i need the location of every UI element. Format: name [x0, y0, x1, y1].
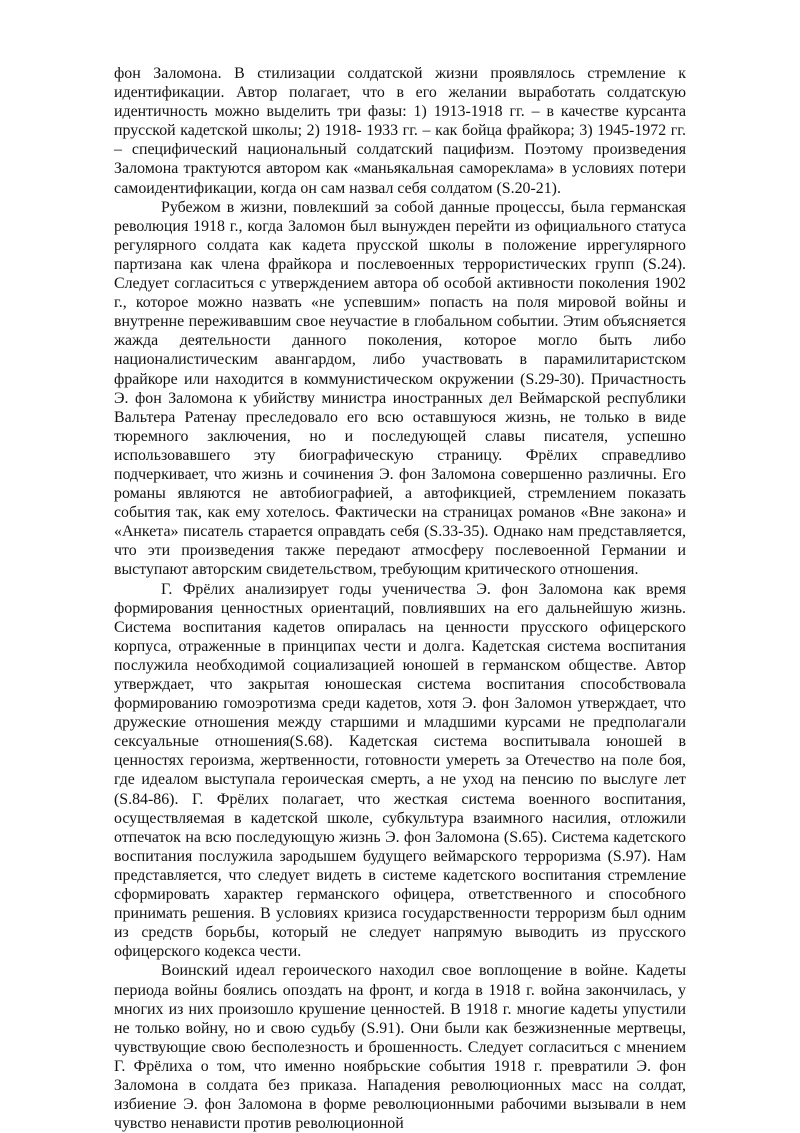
paragraph-3: Г. Фрёлих анализирует годы ученичества Э. фон Заломона как время формирования ценностных ориентаций, повлиявших на его дальнейшую жизнь. Система воспитания кадетов опиралась на ценности прусского офицерского корпуса, отраженные в принципах чести и долга. Кадетская система воспитания послужила необходимой социализацией юношей в германском обществе. Автор утверждает, что закрытая юношеская система воспитания способствовала формированию гомоэротизма среди кадетов, хотя Э. фон Заломон утверждает, что дружеские отношения между старшими и младшими курсами не предполагали сексуальные отношения(S.68). Кадетская система воспитывала юношей в ценностях героизма, жертвенности, готовности умереть за Отечество на поле боя, где идеалом выступала героическая смерть, а не уход на пенсию по выслуге лет (S.84-86). Г. Фрёлих полагает, что жесткая система военного воспитания, осуществляемая в кадетской школе, субкультура взаимного насилия, отложили отпечаток на всю последующую жизнь Э. фон Заломона (S.65). Система кадетского воспитания послужила зародышем будущего веймарского терроризма (S.97). Нам представляется, что следует видеть в системе кадетского воспитания стремление сформировать характер германского офицера, ответственного и способного принимать решения. В условиях кризиса государственности терроризм был одним из средств борьбы, который не следует напрямую выводить из прусского офицерского кодекса чести. [114, 580, 686, 961]
document-page [114, 64, 686, 1133]
paragraph-4: Воинский идеал героического находил свое воплощение в войне. Кадеты периода войны боялись опоздать на фронт, и когда в 1918 г. война закончилась, у многих из них произошло крушение ценностей. В 1918 г. многие кадеты упустили не только войну, но и свою судьбу (S.91). Они были как безжизненные мертвецы, чувствующие свою бесполезность и брошенность. Следует согласиться с мнением Г. Фрёлиха о том, что именно ноябрьские события 1918 г. превратили Э. фон Заломона в солдата без приказа. Нападения революционных масс на солдат, избиение Э. фон Заломона в форме революционными рабочими вызывали в нем чувство ненависти против революционной [114, 962, 686, 1133]
paragraph-1: фон Заломона. В стилизации солдатской жизни проявлялось стремление к идентификации. Автор полагает, что в его желании выработать солдатскую идентичность можно выделить три фазы: 1) 1913-1918 гг. – в качестве курсанта прусской кадетской школы; 2) 1918- 1933 гг. – как бойца фрайкора; 3) 1945-1972 гг. – специфический национальный солдатский пацифизм. Поэтому произведения Заломона трактуются автором как «маньякальная саморекламa» в условиях потери самоидентификации, когда он сам назвал себя солдатом (S.20-21). [114, 65, 686, 197]
paragraph-2: Рубежом в жизни, повлекший за собой данные процессы, была германская революция 1918 г., когда Заломон был вынужден перейти из официального статуса регулярного солдата как кадета прусской школы в положение иррегулярного партизана как члена фрайкора и послевоенных террористических групп (S.24). Следует согласиться с утверждением автора об особой активности поколения 1902 г., которое можно назвать «не успевшим» попасть на поля мировой войны и внутренне переживавшим свое неучастие в глобальном событии. Этим объясняется жажда деятельности данного поколения, которое могло быть либо националистическим авангардом, либо участвовать в парамилитаристском фрайкоре или находится в коммунистическом окружении (S.29-30). Причастность Э. фон Заломона к убийству министра иностранных дел Веймарской республики Вальтера Ратенау преследовало его всю оставшуюся жизнь, не только в виде тюремного заключения, но и последующей славы писателя, успешно использовавшего эту биографическую страницу. Фрёлих справедливо подчеркивает, что жизнь и сочинения Э. фон Заломона совершенно различны. Его романы являются не автобиографией, а автофикцией, стремлением показать события так, как ему хотелось. Фактически на страницах романов «Вне закона» и «Анкета» писатель старается оправдать себя (S.33-35). Однако нам представляется, что эти произведения также передают атмосферу послевоенной Германии и выступают авторским свидетельством, требующим критического отношения. [114, 198, 686, 579]
